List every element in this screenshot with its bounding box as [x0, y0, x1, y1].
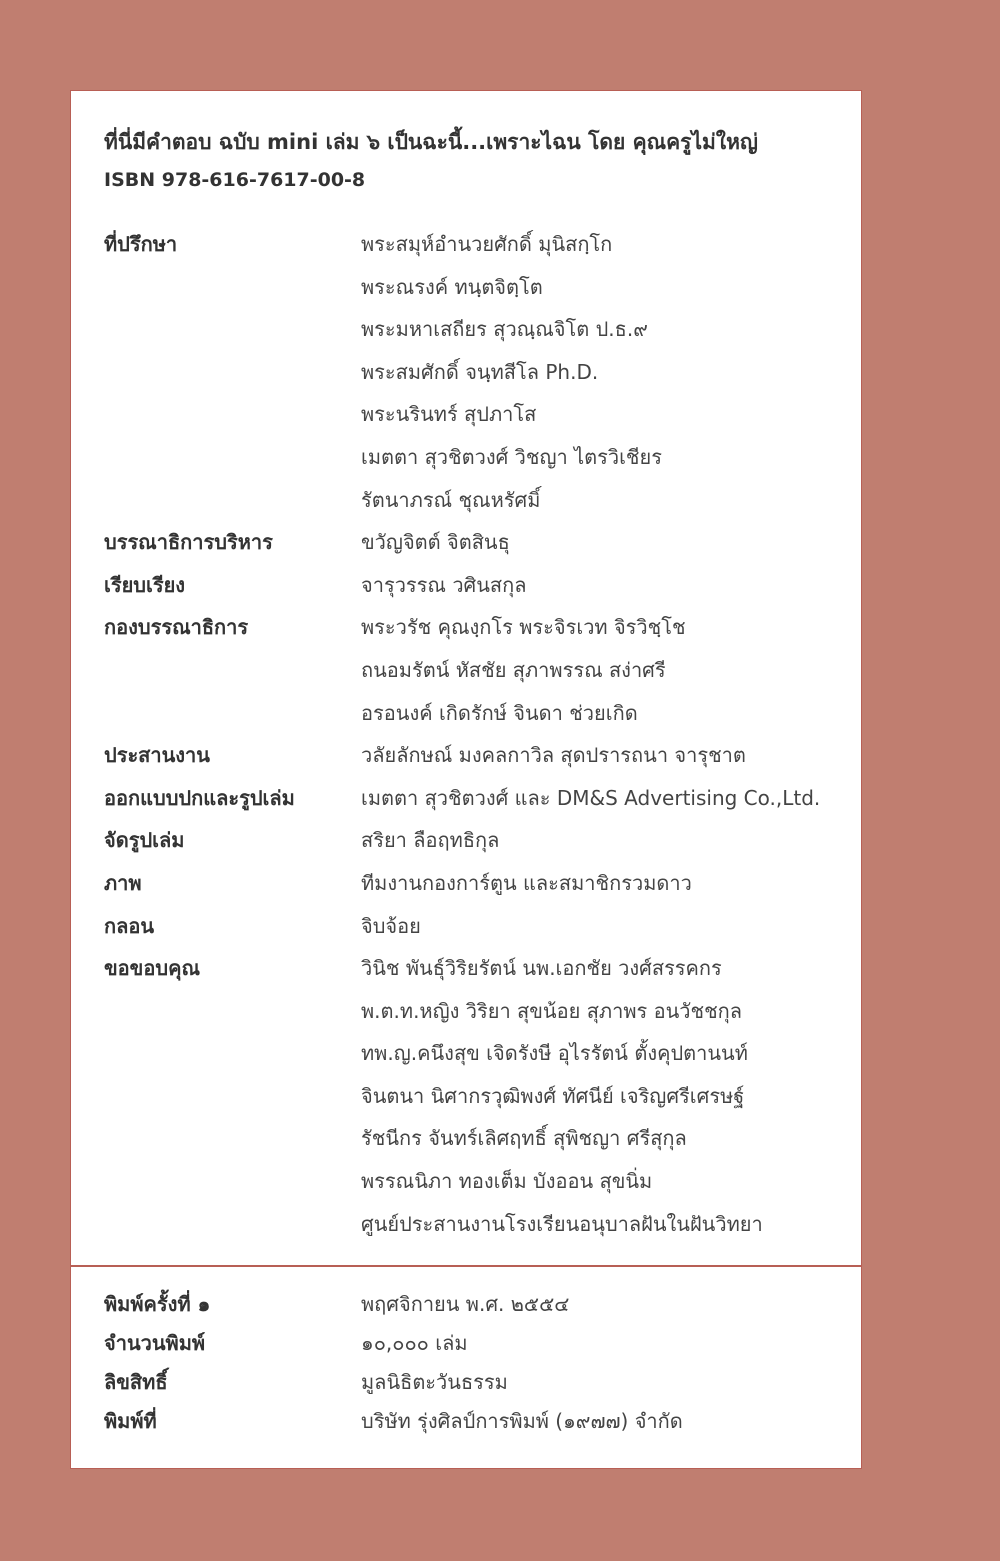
print-label: พิมพ์ครั้งที่ ๑ — [104, 1292, 211, 1316]
book-title: ที่นี่มีคำตอบ ฉบับ mini เล่ม ๖ เป็นฉะนี้...เพราะไฉน โดย คุณครูไม่ใหญ่ — [104, 130, 758, 154]
credit-name: พระวรัช คุณงฺกโร พระจิรเวท จิรวิชฺโช — [361, 615, 686, 640]
print-info-section — [104, 1285, 844, 1441]
credit-name: ทพ.ญ.คนึงสุข เจิดรังษี อุไรรัตน์ ตั้งคุปตานนท์ — [361, 1041, 748, 1066]
credit-label: กองบรรณาธิการ — [104, 615, 249, 640]
credit-row-executive-editor — [104, 521, 844, 564]
credit-label: ออกแบบปกและรูปเล่ม — [104, 785, 295, 810]
credit-name: ขวัญจิตต์ จิตสินธุ — [361, 530, 510, 555]
credit-row-compiler — [104, 564, 844, 607]
credit-name: พระณรงค์ ทนฺตจิตฺโต — [361, 274, 543, 299]
credit-row-cover-design — [104, 777, 844, 820]
credit-label: ประสานงาน — [104, 743, 210, 768]
credit-name: ทีมงานกองการ์ตูน และสมาชิกรวมดาว — [361, 870, 692, 895]
credit-name: ถนอมรัตน์ หัสชัย สุภาพรรณ สง่าศรี — [361, 657, 666, 682]
credit-name: พระนรินทร์ สุปภาโส — [361, 402, 537, 427]
credit-row-poetry — [104, 905, 844, 948]
print-row-quantity — [104, 1324, 844, 1363]
isbn: ISBN 978-616-7617-00-8 — [104, 169, 366, 191]
credits-card — [70, 90, 862, 1469]
credit-values — [361, 905, 844, 948]
credit-name: พ.ต.ท.หญิง วิริยา สุขน้อย สุภาพร อนวัชชกุล — [361, 998, 743, 1023]
credit-name: พระสมศักดิ์ จนฺทสีโล Ph.D. — [361, 359, 599, 384]
credit-name: รัชนีกร จันทร์เลิศฤทธิ์ สุพิชญา ศรีสุกุล — [361, 1126, 687, 1151]
print-value: พฤศจิกายน พ.ศ. ๒๕๕๔ — [361, 1292, 570, 1316]
credit-row-coordination — [104, 734, 844, 777]
print-value: ๑๐,๐๐๐ เล่ม — [361, 1331, 468, 1355]
credit-row-layout — [104, 819, 844, 862]
credit-label: กลอน — [104, 913, 155, 938]
credit-name: ศูนย์ประสานงานโรงเรียนอนุบาลฝันในฝันวิทยา — [361, 1211, 763, 1236]
credit-values — [361, 564, 844, 607]
credit-values — [361, 777, 844, 820]
credit-name: เมตตา สุวชิตวงศ์ วิชญา ไตรวิเชียร — [361, 444, 662, 469]
credit-name: พระมหาเสถียร สุวณฺณจิโต ป.ธ.๙ — [361, 317, 648, 342]
credit-row-acknowledgements — [104, 947, 844, 1245]
credits-section — [104, 223, 844, 1245]
book-header — [104, 121, 844, 197]
print-value: มูลนิธิตะวันธรรม — [361, 1370, 508, 1394]
credit-values — [361, 819, 844, 862]
section-divider — [71, 1265, 861, 1267]
credit-label: บรรณาธิการบริหาร — [104, 530, 273, 555]
credit-label: ขอขอบคุณ — [104, 956, 200, 981]
credit-name: พระสมุห์อำนวยศักดิ์ มุนิสกฺโก — [361, 232, 613, 256]
credit-name: รัตนาภรณ์ ชุณหรัศมิ์ — [361, 487, 541, 512]
credit-values — [361, 947, 844, 1245]
credit-label: ที่ปรึกษา — [104, 232, 178, 256]
credit-name: เมตตา สุวชิตวงศ์ และ DM&S Advertising Co.,Ltd. — [361, 785, 821, 810]
credit-values — [361, 862, 844, 905]
credit-name: จารุวรรณ วศินสกุล — [361, 572, 527, 597]
credit-values — [361, 223, 844, 521]
print-row-edition — [104, 1285, 844, 1324]
credit-name: อรอนงค์ เกิดรักษ์ จินดา ช่วยเกิด — [361, 700, 638, 725]
credit-name: จินตนา นิศากรวุฒิพงศ์ ทัศนีย์ เจริญศรีเศรษฐ์ — [361, 1083, 745, 1108]
credit-label: เรียบเรียง — [104, 572, 186, 597]
credit-name: จิบจ้อย — [361, 913, 421, 938]
credit-row-editorial-board — [104, 606, 844, 734]
credit-name: วินิช พันธุ์วิริยรัตน์ นพ.เอกชัย วงศ์สรรคกร — [361, 956, 722, 981]
print-label: พิมพ์ที่ — [104, 1409, 157, 1433]
credit-row-advisors — [104, 223, 844, 521]
credit-row-illustration — [104, 862, 844, 905]
credit-values — [361, 606, 844, 734]
print-value: บริษัท รุ่งศิลป์การพิมพ์ (๑๙๗๗) จำกัด — [361, 1409, 683, 1433]
print-label: จำนวนพิมพ์ — [104, 1331, 206, 1355]
print-label: ลิขสิทธิ์ — [104, 1370, 168, 1394]
credit-name: สริยา ลือฤทธิกุล — [361, 828, 500, 853]
credit-name: พรรณนิภา ทองเต็ม บังออน สุขนิ่ม — [361, 1169, 653, 1194]
print-row-copyright — [104, 1363, 844, 1402]
print-row-printer — [104, 1402, 844, 1441]
credit-values — [361, 521, 844, 564]
credit-label: จัดรูปเล่ม — [104, 828, 185, 853]
credit-label: ภาพ — [104, 870, 142, 895]
credit-values — [361, 734, 844, 777]
credit-name: วลัยลักษณ์ มงคลกาวิล สุดปรารถนา จารุชาต — [361, 743, 746, 768]
